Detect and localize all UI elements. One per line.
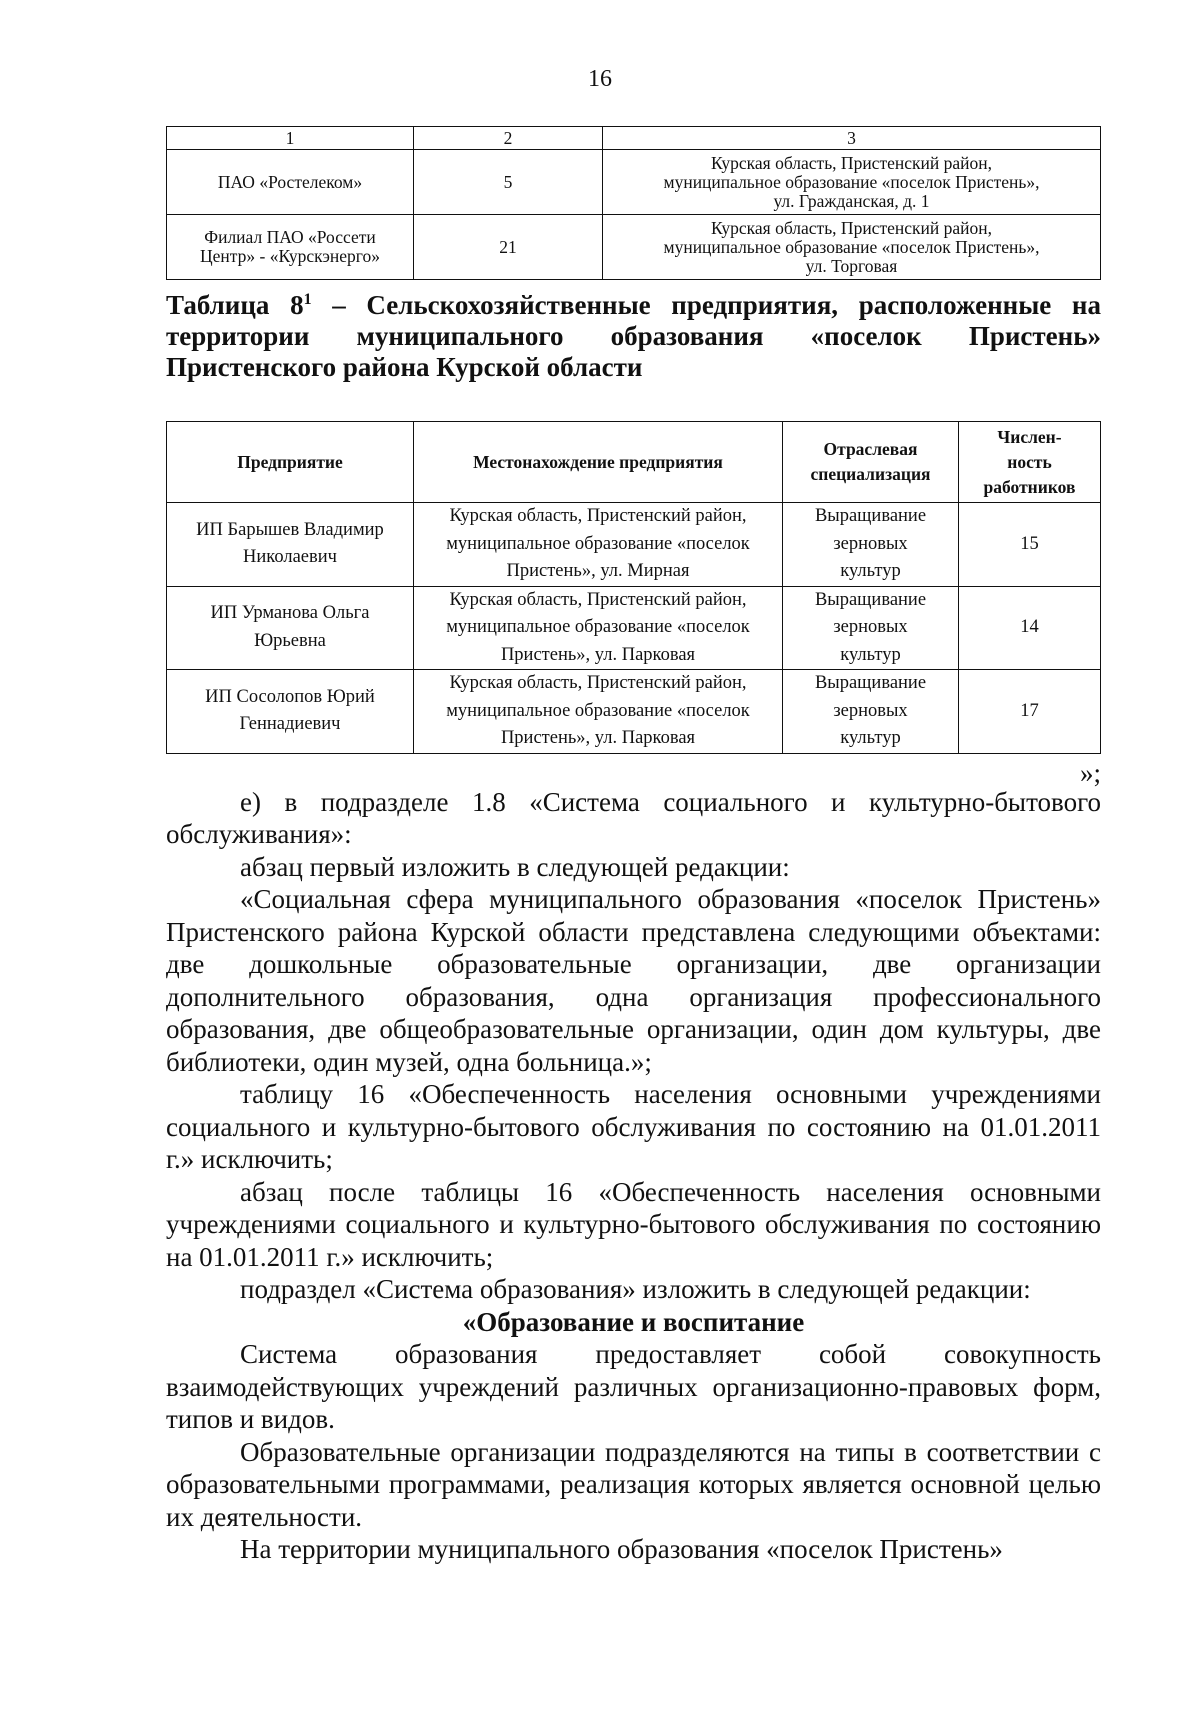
- enterprise-name: ПАО «Ростелеком»: [167, 150, 414, 215]
- enterprise-specialization: [783, 670, 959, 754]
- spec-line: культур: [840, 644, 901, 665]
- header-line: Числен-: [997, 426, 1062, 447]
- name-line: ИП Сосолопов Юрий: [205, 686, 375, 707]
- address-line: муниципальное образование «поселок: [446, 617, 750, 637]
- table-title-text: – Сельскохозяйственные предприятия, расположенные на территории муниципального образования «поселок Пристень» Пристенского района Курской области: [166, 290, 1101, 382]
- name-line: ИП Урманова Ольга: [210, 603, 370, 624]
- address-line: ул. Торговая: [805, 255, 898, 276]
- header-line: работников: [983, 476, 1076, 497]
- paragraph: Система образования предоставляет собой совокупность взаимодействующих учреждений различных организационно-правовых форм, типов и видов.: [166, 1339, 1101, 1434]
- name-line: ИП Барышев Владимир: [196, 519, 384, 540]
- spec-line: культур: [840, 728, 901, 748]
- address-line: муниципальное образование «поселок: [446, 700, 750, 721]
- section-heading: «Образование и воспитание: [462, 1306, 805, 1337]
- address-line: Пристень», ул. Парковая: [500, 728, 696, 748]
- enterprise-name: [167, 215, 414, 280]
- enterprise-address: [414, 586, 783, 670]
- employee-count: 21: [414, 215, 603, 280]
- name-line: Центр» - «Курскэнерго»: [200, 246, 380, 266]
- table-title: [166, 284, 1101, 383]
- paragraph: подраздел «Система образования» изложить в следующей редакции:: [240, 1274, 1031, 1304]
- employee-count: 14: [959, 586, 1101, 670]
- address-line: Пристень», ул. Парковая: [500, 644, 696, 665]
- address-line: Курская область, Пристенский район,: [711, 152, 992, 173]
- agricultural-enterprises-table: [166, 421, 1101, 754]
- name-line: Николаевич: [243, 547, 337, 568]
- table-row: [167, 670, 1101, 754]
- name-line: Юрьевна: [254, 630, 326, 651]
- enterprises-table-continued: [166, 126, 1101, 280]
- table-row: [167, 150, 1101, 215]
- header-cell: 3: [603, 127, 1101, 150]
- header-enterprise: Предприятие: [167, 422, 414, 503]
- header-cell: 1: [167, 127, 414, 150]
- address-line: муниципальное образование «поселок Пристень»,: [663, 236, 1040, 257]
- table-row: [167, 503, 1101, 587]
- enterprise-specialization: [783, 586, 959, 670]
- address-line: Курская область, Пристенский район,: [711, 217, 992, 238]
- table-title-superscript: 1: [303, 291, 312, 308]
- body-text: [166, 786, 1101, 1566]
- header-specialization: [783, 422, 959, 503]
- paragraph: абзац после таблицы 16 «Обеспеченность населения основными учреждениями социального и культурно-бытового обслуживания по состоянию на 01.01.2011 г.» исключить;: [166, 1176, 1101, 1272]
- header-line: ность: [1007, 451, 1052, 472]
- address-line: Курская область, Пристенский район,: [449, 589, 747, 610]
- page-number: 16: [588, 66, 612, 92]
- table-header-row: [167, 422, 1101, 503]
- address-line: Курская область, Пристенский район,: [449, 673, 747, 693]
- spec-line: Выращивание: [814, 589, 927, 610]
- document-body: [166, 126, 1101, 1566]
- name-line: Филиал ПАО «Россети: [204, 227, 376, 247]
- enterprise-name: [167, 670, 414, 754]
- paragraph: Образовательные организации подразделяются на типы в соответствии с образовательными программами, реализация которых является основной целью их деятельности.: [166, 1436, 1101, 1532]
- paragraph: е) в подразделе 1.8 «Система социального и культурно-бытового обслуживания»:: [166, 786, 1101, 849]
- employee-count: 5: [414, 150, 603, 215]
- enterprise-specialization: [783, 503, 959, 587]
- header-cell: 2: [414, 127, 603, 150]
- enterprise-address: [603, 150, 1101, 215]
- spec-line: Выращивание: [814, 506, 927, 526]
- table-header-row: [167, 127, 1101, 150]
- table-closing-quote: »;: [1079, 757, 1101, 788]
- spec-line: культур: [840, 561, 901, 581]
- address-line: муниципальное образование «поселок Пристень»,: [663, 171, 1040, 192]
- employee-count: 17: [959, 670, 1101, 754]
- employee-count: 15: [959, 503, 1101, 587]
- paragraph: таблицу 16 «Обеспеченность населения основными учреждениями социального и культурно-бытового обслуживания по состоянию на 01.01.2011 г.» исключить;: [166, 1079, 1101, 1174]
- paragraph: абзац первый изложить в следующей редакции:: [240, 851, 790, 882]
- enterprise-address: [414, 670, 783, 754]
- table-row: [167, 215, 1101, 280]
- spec-line: зерновых: [833, 533, 908, 554]
- enterprise-address: [414, 503, 783, 587]
- header-location: Местонахождение предприятия: [414, 422, 783, 503]
- spec-line: Выращивание: [814, 673, 927, 693]
- address-line: Курская область, Пристенский район,: [449, 506, 747, 526]
- header-line: Отраслевая: [823, 439, 918, 459]
- header-employees: [959, 422, 1101, 503]
- enterprise-address: [603, 215, 1101, 280]
- paragraph: На территории муниципального образования «поселок Пристень»: [240, 1534, 1003, 1564]
- spec-line: зерновых: [833, 617, 908, 637]
- enterprise-name: [167, 503, 414, 587]
- address-line: Пристень», ул. Мирная: [506, 561, 690, 581]
- table-title-number: Таблица 8: [166, 290, 304, 320]
- table-row: [167, 586, 1101, 670]
- name-line: Геннадиевич: [239, 714, 341, 735]
- spec-line: зерновых: [833, 700, 908, 721]
- address-line: ул. Гражданская, д. 1: [773, 190, 930, 211]
- header-line: специализация: [810, 464, 931, 484]
- enterprise-name: [167, 586, 414, 670]
- paragraph: «Социальная сфера муниципального образования «поселок Пристень» Пристенского района Курской области представлена следующими объектами: две дошкольные образовательные организации, две организации дополнительного образования, одна организация профессионального образования, две общеобразовательные организации, один дом культуры, две библиотеки, один музей, одна больница.»;: [166, 884, 1101, 1077]
- address-line: муниципальное образование «поселок: [446, 533, 750, 554]
